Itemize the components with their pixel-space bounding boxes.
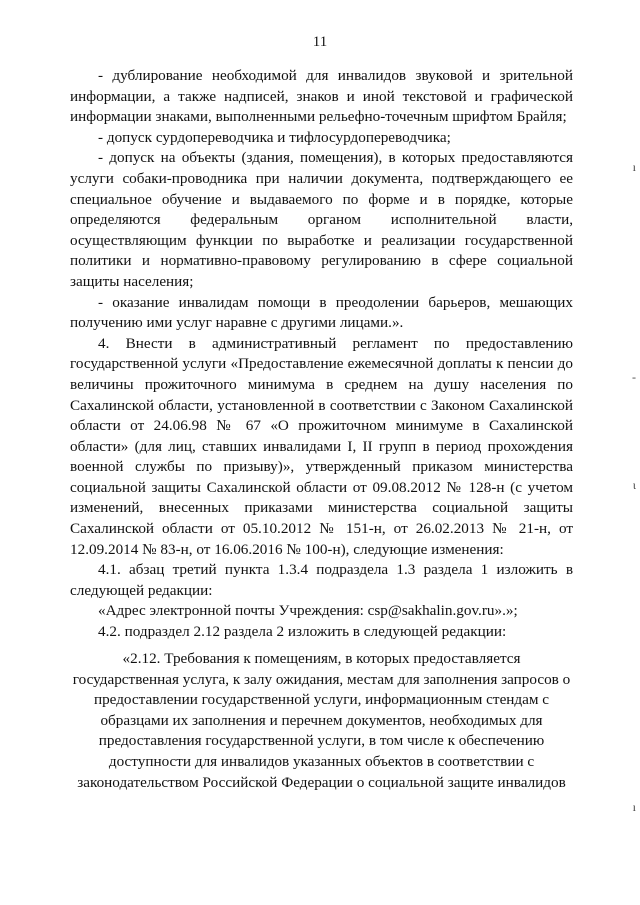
section-2-12-heading — [70, 649, 573, 793]
paragraph-email: «Адрес электронной почты Учреждения: csp@sakhalin.gov.ru».»; — [98, 602, 518, 620]
paragraph-item-4-1: 4.1. абзац третий пункта 1.3.4 подраздела 1.3 раздела 1 изложить в следующей редакции: — [70, 561, 573, 599]
paragraph-assistance: - оказание инвалидам помощи в преодолении барьеров, мешающих получению ими услуг наравне с другими лицами.». — [70, 293, 573, 332]
scan-edge-mark: ı — [632, 160, 636, 174]
scan-edge-mark: - — [632, 370, 636, 384]
paragraph-braille: - дублирование необходимой для инвалидов звуковой и зрительной информации, а также надписей, знаков и иной текстовой и графической информации знаками, выполненными рельефно-точечным шрифтом Брайля; — [70, 67, 573, 126]
scan-edge-mark: ɩ — [632, 478, 636, 492]
scan-edge-mark: ı — [632, 800, 636, 814]
document-body — [70, 66, 573, 643]
paragraph-guide-dog: - допуск на объекты (здания, помещения), в которых предоставляются услуги собаки-проводника при наличии документа, подтверждающего ее специальное обучение и выдаваемого по форме и в порядке, которые определяются федеральным органом исполнительной власти, осуществляющим функции по выработке и реализации государственной политики и нормативно-правовому регулированию в сфере социальной защиты населения; — [70, 149, 573, 290]
heading-line: предоставлении государственной услуги, информационным стендам с — [93, 691, 550, 709]
heading-line: «2.12. Требования к помещениям, в которых предоставляется — [122, 650, 521, 667]
paragraph-interpreter: - допуск сурдопереводчика и тифлосурдопереводчика; — [98, 128, 451, 146]
heading-line: образцами их заполнения и перечнем документов, необходимых для — [100, 711, 543, 729]
page-number: 11 — [312, 34, 328, 50]
paragraph-item-4: 4. Внести в административный регламент по предоставлению государственной услуги «Предоставление ежемесячной доплаты к пенсии до величины прожиточного минимума в среднем на душу населения по Сахалинской области, установленной в соответствии с Законом Сахалинской области от 24.06.98 № 67 «О прожиточном минимуме в Сахалинской области» (для лиц, ставших инвалидами I, II групп в период прохождения военной службы по призыву)», утвержденный приказом министерства социальной защиты Сахалинской области от 09.08.2012 № 128-н (с учетом изменений, внесенных приказами министерства социальной защиты Сахалинской области от 05.10.2012 № 151-н, от 26.02.2013 № 21-н, от 12.09.2014 № 83-н, от 16.06.2016 № 100-н), следующие изменения: — [70, 334, 573, 558]
heading-line: предоставления государственной услуги, в том числе к обеспечению — [98, 732, 545, 750]
heading-line: доступности для инвалидов указанных объектов в соответствии с — [108, 752, 535, 770]
heading-line: государственная услуга, к залу ожидания, местам для заполнения запросов о — [72, 670, 571, 688]
heading-line: законодательством Российской Федерации о социальной защите инвалидов — [77, 773, 566, 791]
paragraph-item-4-2: 4.2. подраздел 2.12 раздела 2 изложить в следующей редакции: — [98, 623, 507, 641]
